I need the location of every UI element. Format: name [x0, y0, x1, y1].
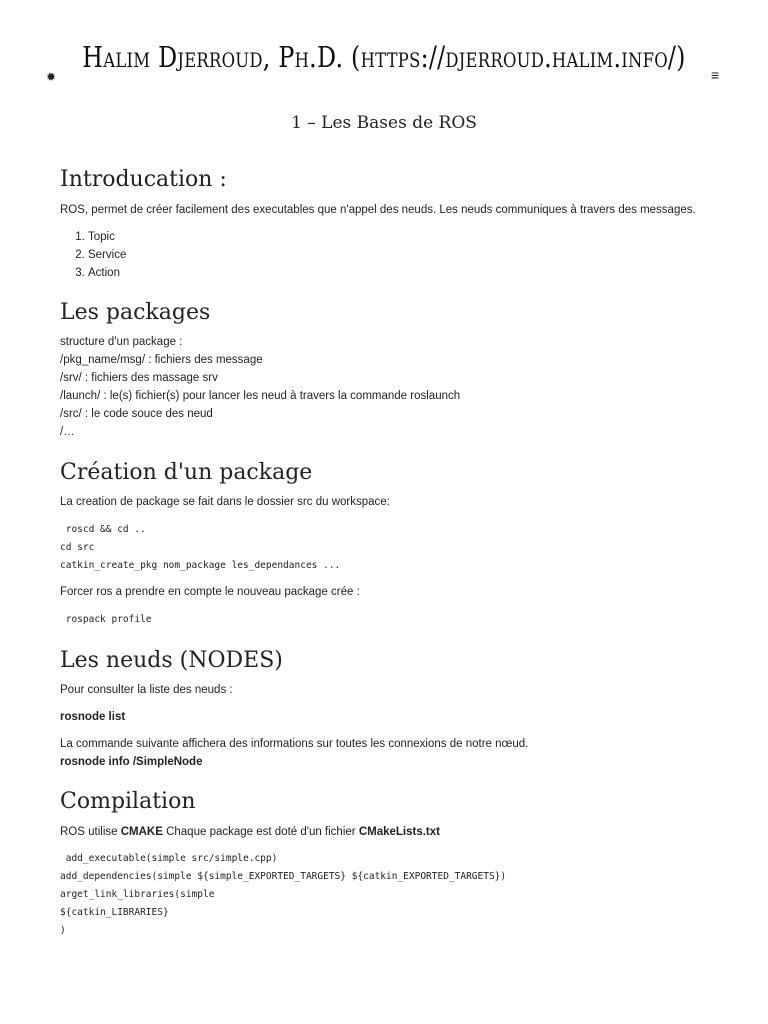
- code-line: rospack profile: [60, 614, 152, 625]
- nodes-text: Pour consulter la liste des neuds :: [60, 684, 233, 696]
- list-item: 2. Service: [88, 246, 126, 264]
- code-line: add_dependencies(simple ${simple_EXPORTED_TARGETS} ${catkin_EXPORTED_TARGETS}): [60, 871, 507, 882]
- intro-text: ROS, permet de créer facilement des executables que n'appel des neuds. Les neuds communiques à travers des messages.: [60, 204, 696, 216]
- cmake-label: CMAKE: [120, 826, 163, 838]
- compilation-text: [60, 823, 760, 841]
- list-item: 3. Action: [88, 264, 126, 282]
- command-rosnode-info: rosnode info /SimpleNode: [60, 756, 203, 768]
- code-line: cd src: [60, 542, 95, 553]
- packages-line: /srv/ : fichiers des massage srv: [60, 372, 218, 384]
- packages-structure: [60, 333, 460, 441]
- code-line: ): [60, 925, 66, 936]
- heading-nodes: Les neuds (NODES): [60, 648, 283, 673]
- site-header: [0, 0, 768, 110]
- code-line: roscd && cd ..: [60, 524, 146, 535]
- compilation-code: [60, 850, 506, 940]
- packages-line: structure d'un package :: [60, 336, 183, 348]
- code-line: ${catkin_LIBRARIES}: [60, 907, 169, 918]
- code-line: add_executable(simple src/simple.cpp): [60, 853, 278, 864]
- packages-line: /…: [60, 426, 75, 438]
- creation-code: [60, 521, 340, 575]
- creation-text-2: Forcer ros a prendre en compte le nouveau package crée :: [60, 586, 360, 598]
- nodes-text-2: La commande suivante affichera des informations sur toutes les connexions de notre nœud.: [60, 738, 529, 750]
- list-item: 1. Topic: [88, 228, 126, 246]
- cmakelists-label: CMakeLists.txt: [358, 826, 440, 838]
- site-title[interactable]: Halim Djerroud, Ph.D. (https://djerroud.halim.info/): [82, 40, 686, 74]
- packages-line: /src/ : le code souce des neud: [60, 408, 213, 420]
- gear-icon[interactable]: ✹: [46, 70, 57, 84]
- intro-list: [60, 228, 126, 282]
- heading-creation: Création d'un package: [60, 460, 313, 485]
- code-line: catkin_create_pkg nom_package les_dependances ...: [60, 560, 341, 571]
- hamburger-icon[interactable]: ≡: [711, 67, 720, 83]
- heading-compilation: Compilation: [60, 789, 196, 814]
- packages-line: /pkg_name/msg/ : fichiers des message: [60, 354, 263, 366]
- heading-packages: Les packages: [60, 300, 211, 325]
- packages-line: /launch/ : le(s) fichier(s) pour lancer les neud à travers la commande roslaunch: [60, 390, 461, 402]
- code-line: arget_link_libraries(simple: [60, 889, 215, 900]
- creation-text: La creation de package se fait dans le dossier src du workspace:: [60, 496, 390, 508]
- command-rosnode-list: rosnode list: [60, 711, 126, 723]
- compilation-text-part: ROS utilise: [60, 826, 121, 838]
- compilation-text-part: Chaque package est doté d'un fichier: [162, 826, 359, 838]
- heading-intro: Introducation :: [60, 167, 227, 192]
- page-title: 1 – Les Bases de ROS: [291, 113, 477, 133]
